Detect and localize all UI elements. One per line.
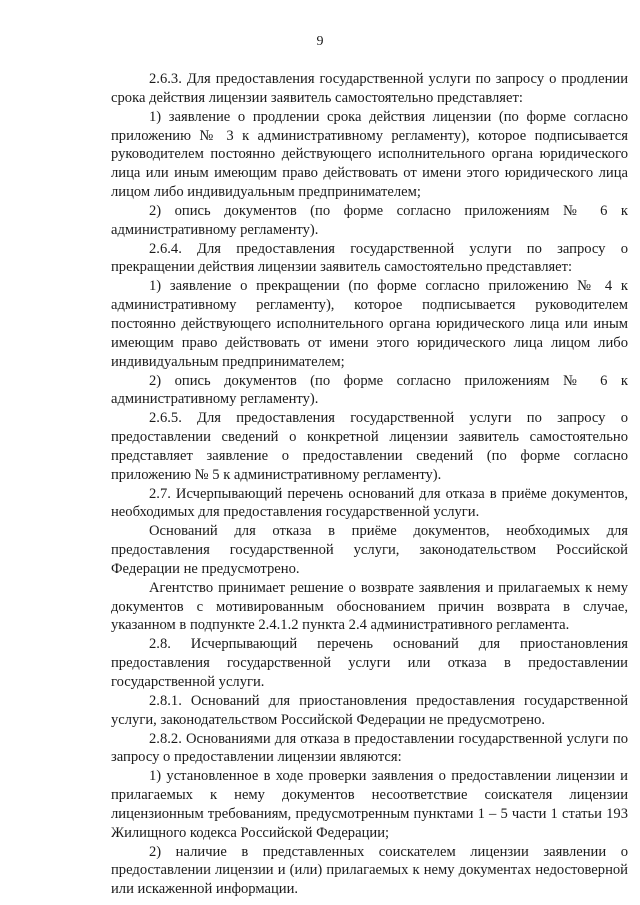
paragraph-2-8-2-item-1: 1) установленное в ходе проверки заявления о предоставлении лицензии и прилагаемых к нему документов несоответствие соискателя лицензии лицензионным требованиям, предусмотренным пунктами 1 – 5 части 1 статьи 193 Жилищного кодекса Российской Федерации; <box>111 768 628 841</box>
paragraph-2-6-5: 2.6.5. Для предоставления государственной услуги по запросу о предоставлении сведений о конкретной лицензии заявитель самостоятельно представляет заявление о предоставлении сведений (по форме согласно приложению № 5 к административному регламенту). <box>111 410 628 483</box>
paragraph-2-6-4: 2.6.4. Для предоставления государственной услуги по запросу о прекращении действия лицензии заявитель самостоятельно представляет: <box>111 240 628 276</box>
paragraph-2-6-3: 2.6.3. Для предоставления государственной услуги по запросу о продлении срока действия лицензии заявитель самостоятельно представляет: <box>111 71 628 106</box>
paragraph-2-6-3-item-2: 2) опись документов (по форме согласно приложениям № 6 к административному регламенту). <box>111 202 628 238</box>
paragraph-2-6-4-item-2: 2) опись документов (по форме согласно приложениям № 6 к административному регламенту). <box>111 372 628 408</box>
paragraph-2-8-2: 2.8.2. Основаниями для отказа в предоставлении государственной услуги по запросу о предоставлении лицензии являются: <box>111 730 628 766</box>
paragraph-2-8-1: 2.8.1. Оснований для приостановления предоставления государственной услуги, законодательством Российской Федерации не предусмотрено. <box>111 692 628 728</box>
page-number: 9 <box>316 34 324 49</box>
paragraph-2-6-4-item-1: 1) заявление о прекращении (по форме согласно приложению № 4 к административному регламенту), которое подписывается руководителем постоянно действующего исполнительного органа юридического лица или иным имеющим право действовать от имени этого юридического лица лицом либо индивидуальным предпринимателем; <box>111 278 628 370</box>
paragraph-2-8-2-item-2: 2) наличие в представленных соискателем лицензии заявлении о предоставлении лицензии и (или) прилагаемых к нему документах недостоверной или искаженной информации. <box>111 843 628 898</box>
document-body <box>111 70 628 899</box>
paragraph-2-6-3-item-1: 1) заявление о продлении срока действия лицензии (по форме согласно приложению № 3 к административному регламенту), которое подписывается руководителем постоянно действующего исполнительного органа юридического лица или иным имеющим право действовать от имени этого юридического лица лицом либо индивидуальным предпринимателем; <box>111 108 628 201</box>
paragraph-2-8: 2.8. Исчерпывающий перечень оснований для приостановления предоставления государственной услуги или отказа в предоставлении государственной услуги. <box>111 636 628 690</box>
paragraph-2-7-agency-return: Агентство принимает решение о возврате заявления и прилагаемых к нему документов с мотивированным обоснованием причин возврата в случае, указанном в подпункте 2.4.1.2 пункта 2.4 административного регламента. <box>111 579 628 634</box>
paragraph-2-7: 2.7. Исчерпывающий перечень оснований для отказа в приёме документов, необходимых для предоставления государственной услуги. <box>111 485 628 521</box>
paragraph-2-7-no-grounds: Оснований для отказа в приёме документов, необходимых для предоставления государственной услуги, законодательством Российской Федерации не предусмотрено. <box>111 523 628 577</box>
